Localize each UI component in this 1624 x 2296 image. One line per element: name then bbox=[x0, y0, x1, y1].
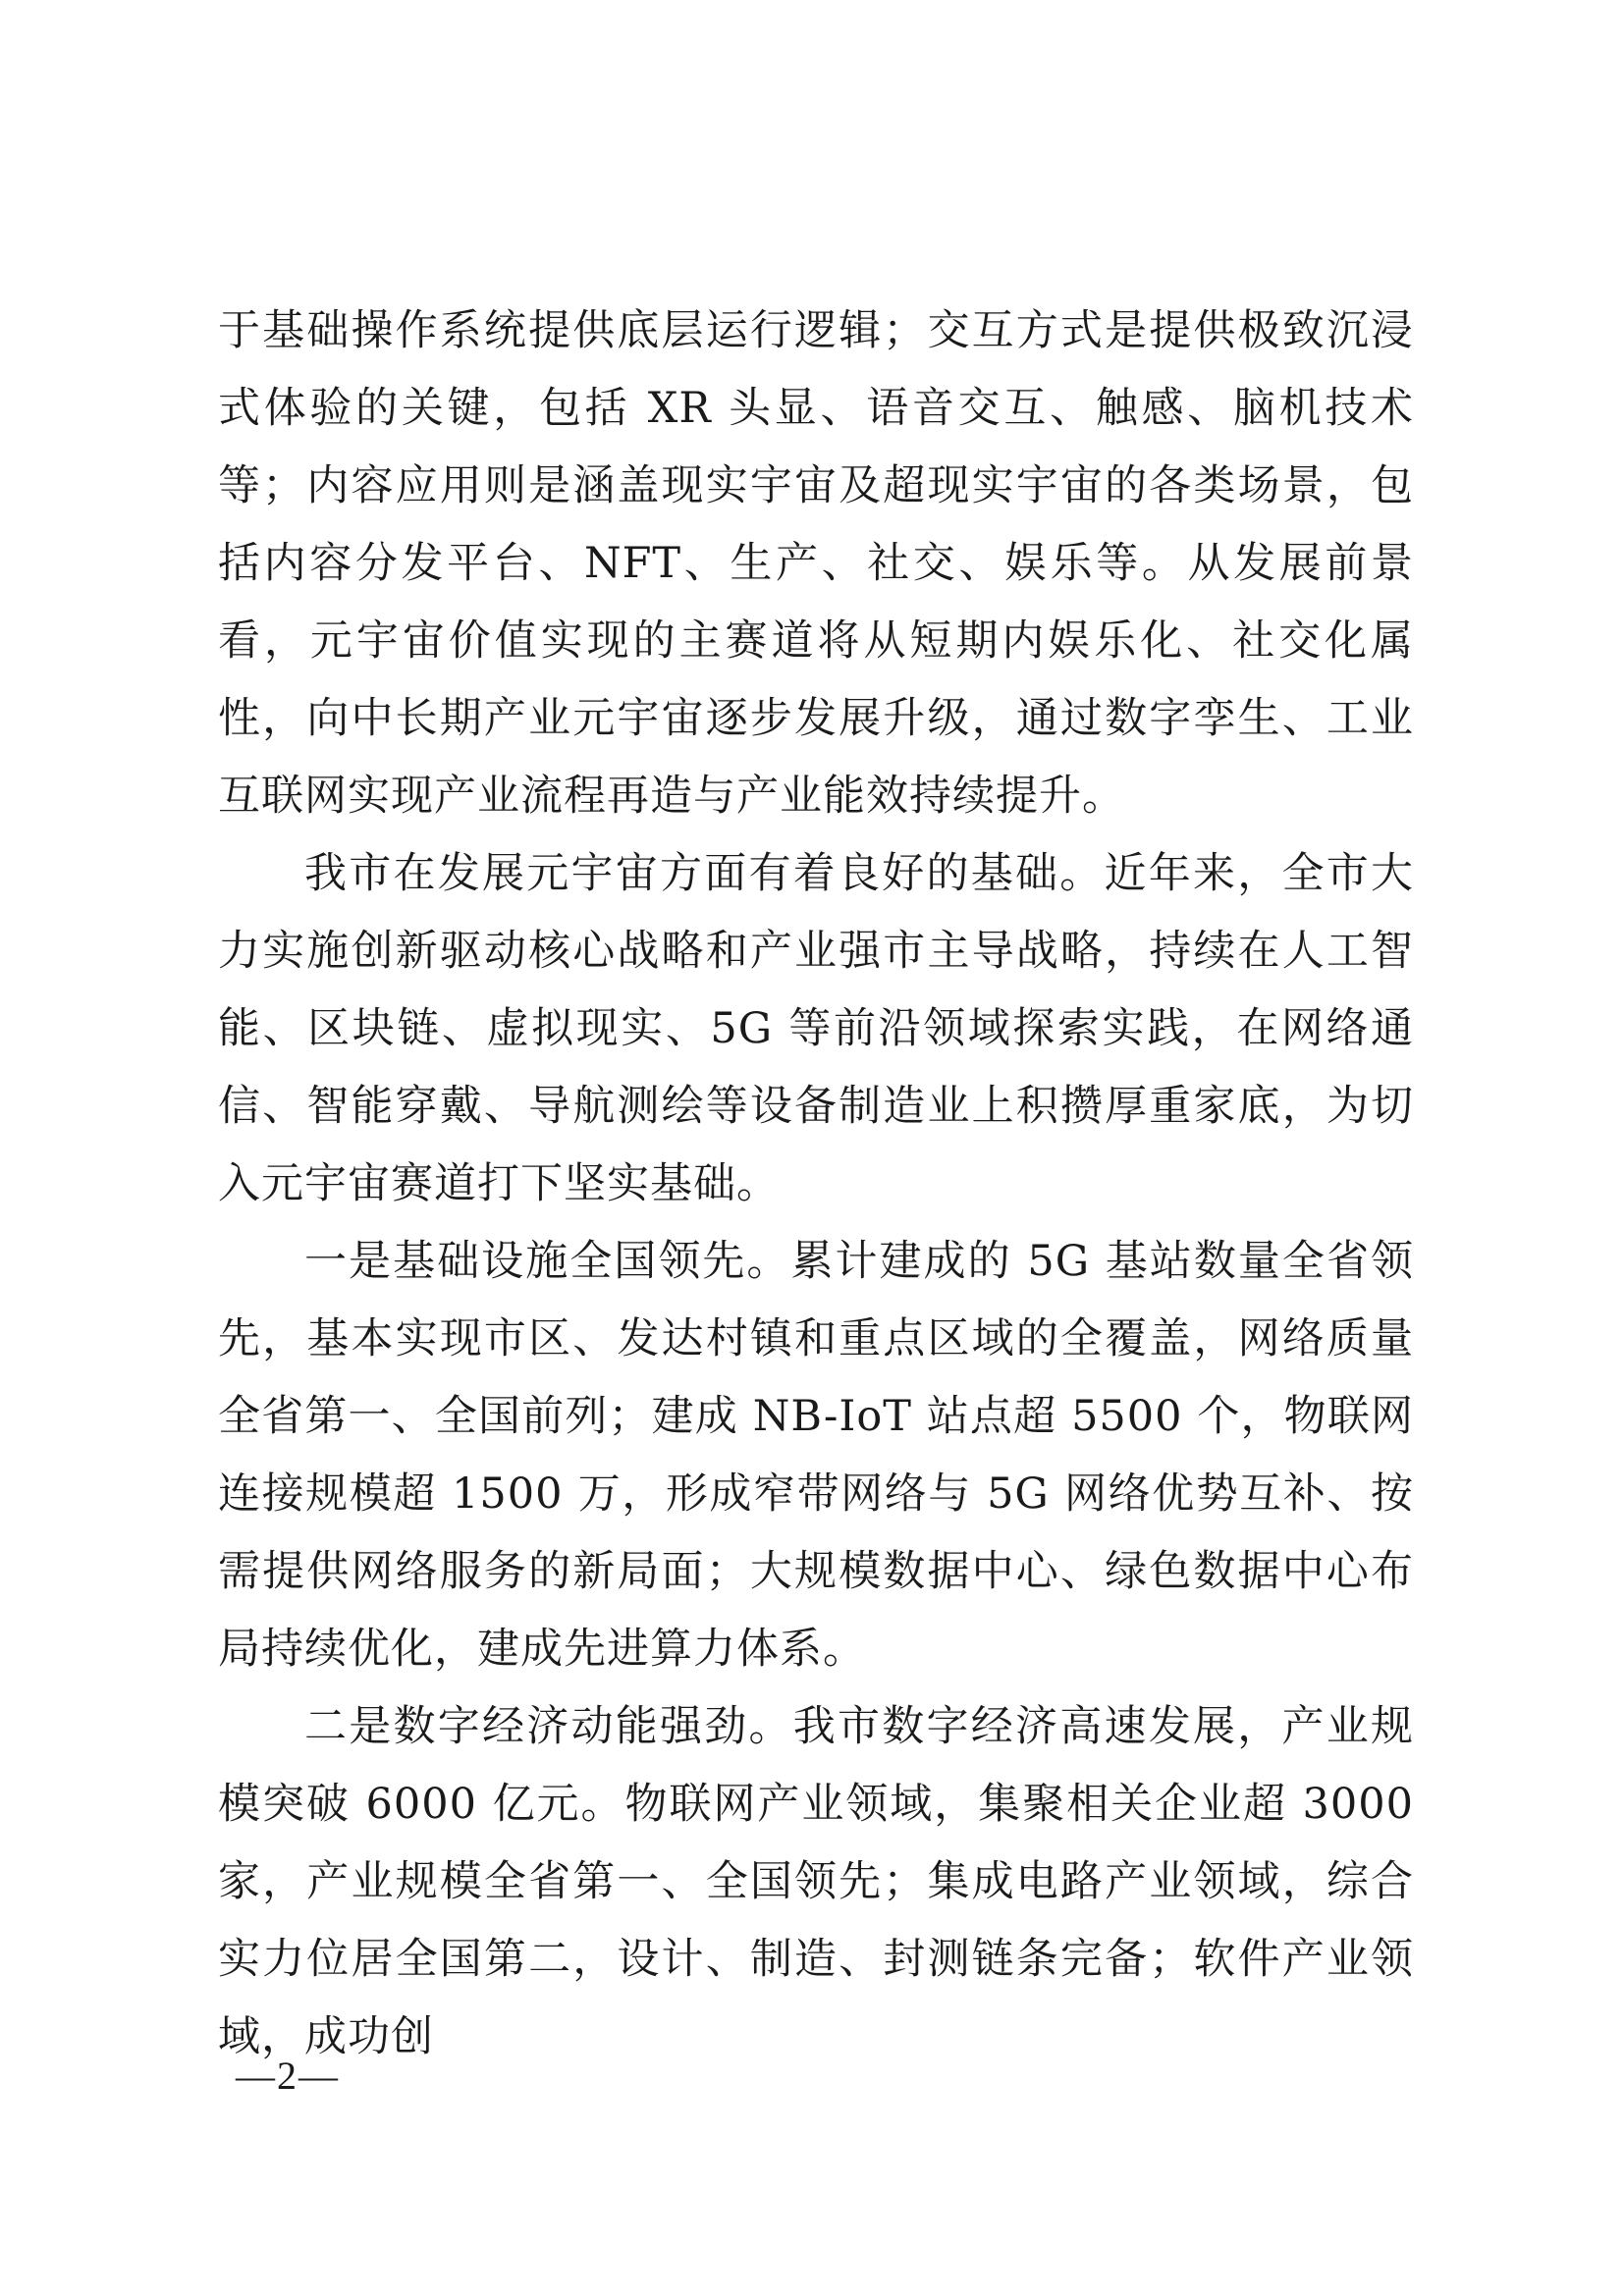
paragraph-foundation bbox=[218, 835, 1414, 1223]
paragraph-continuation bbox=[218, 293, 1414, 835]
page-number: —2— bbox=[236, 2054, 340, 2098]
paragraph-text: 我市在发展元宇宙方面有着良好的基础。近年来，全市大力实施创新驱动核心战略和产业强市主导战略，持续在人工智能、区块链、虚拟现实、5G 等前沿领域探索实践，在网络通信、智能穿戴、导航测绘等设备制造业上积攒厚重家底，为切入元宇宙赛道打下坚实基础。 bbox=[218, 849, 1414, 1208]
paragraph-lead: 二是数字经济动能强劲。 bbox=[304, 1702, 793, 1751]
document-body bbox=[218, 293, 1414, 2076]
paragraph-infrastructure bbox=[218, 1223, 1414, 1688]
paragraph-digital-economy bbox=[218, 1688, 1414, 2076]
paragraph-lead: 一是基础设施全国领先。 bbox=[304, 1237, 791, 1286]
paragraph-text: 累计建成的 5G 基站数量全省领先，基本实现市区、发达村镇和重点区域的全覆盖，网络质量全省第一、全国前列；建成 NB-IoT 站点超 5500 个，物联网连接规模超 1500 万，形成窄带网络与 5G 网络优势互补、按需提供网络服务的新局面；大规模数据中心、绿色数据中心布局持续优化，建成先进算力体系。 bbox=[218, 1237, 1414, 1674]
paragraph-text: 我市数字经济高速发展，产业规模突破 6000 亿元。物联网产业领域，集聚相关企业超 3000 家，产业规模全省第一、全国领先；集成电路产业领域，综合实力位居全国第二，设计、制造、封测链条完备；软件产业领域，成功创 bbox=[218, 1702, 1414, 2061]
paragraph-text: 于基础操作系统提供底层运行逻辑；交互方式是提供极致沉浸式体验的关键，包括 XR 头显、语音交互、触感、脑机技术等；内容应用则是涵盖现实宇宙及超现实宇宙的各类场景，包括内容分发平台、NFT、生产、社交、娱乐等。从发展前景看，元宇宙价值实现的主赛道将从短期内娱乐化、社交化属性，向中长期产业元宇宙逐步发展升级，通过数字孪生、工业互联网实现产业流程再造与产业能效持续提升。 bbox=[218, 306, 1414, 821]
